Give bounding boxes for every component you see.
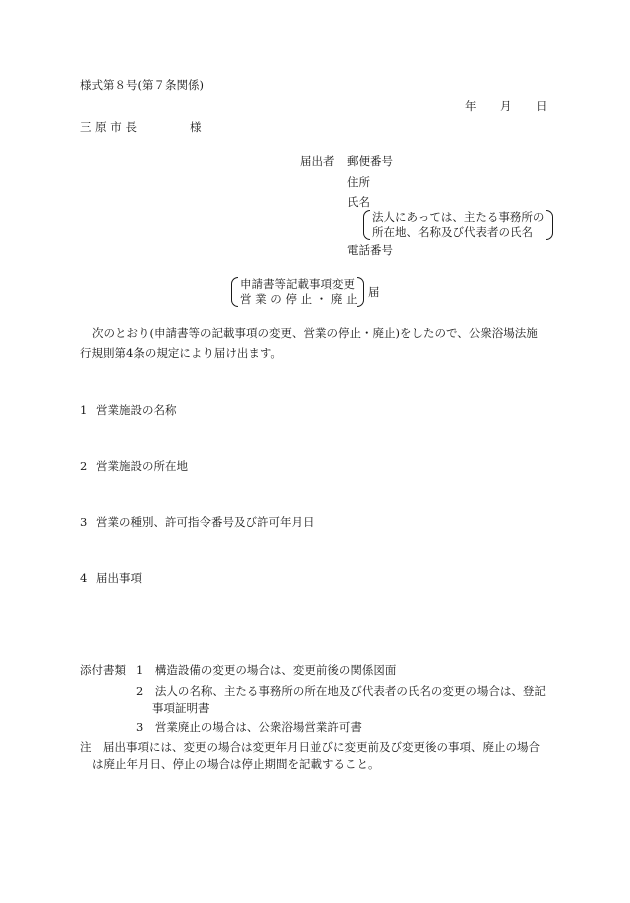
corp-note-left-bracket xyxy=(363,210,370,240)
corp-note-right-bracket xyxy=(546,210,553,240)
phone-label: 電話番号 xyxy=(347,243,393,257)
title-option-suspend: 営 業 の 停 止 ・ 廃 止 xyxy=(240,292,358,306)
title-suffix: 届 xyxy=(368,285,380,299)
attachment-item-3: 3 営業廃止の場合は、公衆浴場営業許可書 xyxy=(136,720,362,734)
note-line2: は廃止年月日、停止の場合は停止期間を記載すること。 xyxy=(92,757,380,771)
form-number: 様式第８号(第７条関係) xyxy=(80,78,204,92)
address-label: 住所 xyxy=(347,175,370,189)
item-1-number: 1 xyxy=(80,403,88,417)
item-2-label: 営業施設の所在地 xyxy=(96,459,188,473)
item-4-label: 届出事項 xyxy=(96,571,142,585)
item-3-label: 営業の種別、許可指令番号及び許可年月日 xyxy=(96,515,315,529)
attachment-item-2-line1: 2 法人の名称、主たる事務所の所在地及び代表者の氏名の変更の場合は、登記 xyxy=(136,684,546,698)
item-4-number: 4 xyxy=(80,571,88,585)
note-line1: 注 届出事項には、変更の場合は変更年月日並びに変更前及び変更後の事項、廃止の場合 xyxy=(80,740,540,754)
item-2-number: 2 xyxy=(80,459,88,473)
title-right-bracket xyxy=(357,277,364,307)
date-year: 年 xyxy=(465,99,477,113)
body-line1: 次のとおり(申請書等の記載事項の変更、営業の停止・廃止)をしたので、公衆浴場法施 xyxy=(92,326,538,340)
attachments-label: 添付書類 xyxy=(80,663,126,677)
title-option-change: 申請書等記載事項変更 xyxy=(240,277,355,291)
corp-note-line1: 法人にあっては、主たる事務所の xyxy=(372,210,545,224)
notifier-label: 届出者 xyxy=(300,154,335,168)
item-1-label: 営業施設の名称 xyxy=(96,403,177,417)
corp-note-line2: 所在地、名称及び代表者の氏名 xyxy=(372,225,533,239)
attachment-item-2-line2: 事項証明書 xyxy=(152,701,210,715)
date-day: 日 xyxy=(536,99,548,113)
date-month: 月 xyxy=(500,99,512,113)
attachment-item-1: 1 構造設備の変更の場合は、変更前後の関係図面 xyxy=(136,663,397,677)
title-left-bracket xyxy=(231,277,238,307)
addressee-name: 三 原 市 長 xyxy=(80,120,137,134)
addressee-honorific: 様 xyxy=(190,120,202,134)
item-3-number: 3 xyxy=(80,515,88,529)
body-line2: 行規則第4条の規定により届け出ます。 xyxy=(80,346,282,360)
name-label: 氏名 xyxy=(347,195,370,209)
postal-code-label: 郵便番号 xyxy=(347,154,393,168)
